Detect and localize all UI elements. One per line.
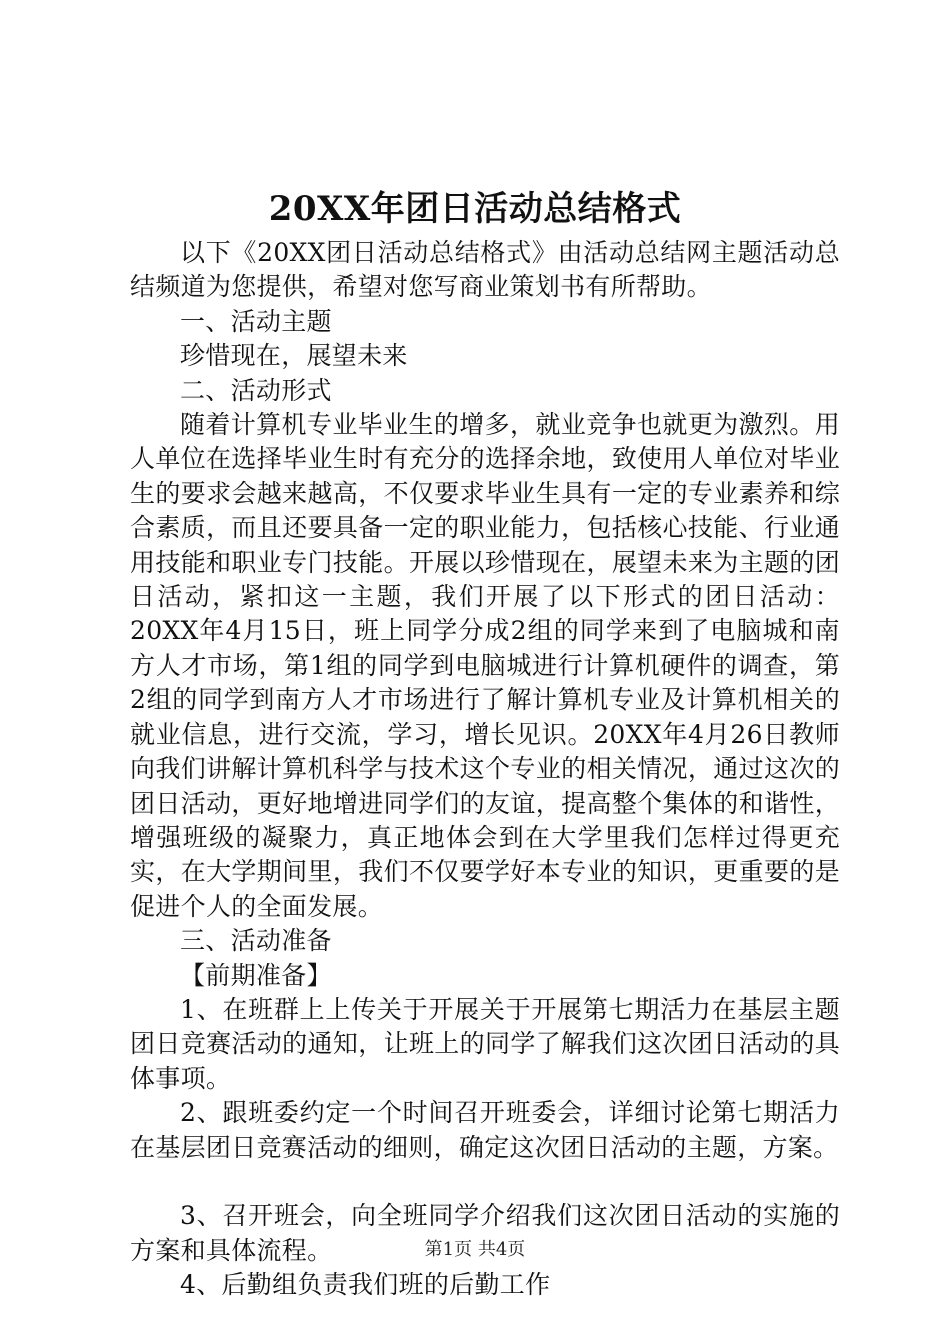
preparation-item-1: 1、在班群上上传关于开展关于开展第七期活力在基层主题团日竞赛活动的通知，让班上的同学了解我们这次团日活动的具体事项。 <box>130 994 840 1093</box>
subheading-early-preparation: 【前期准备】 <box>180 960 332 990</box>
preparation-item-3: 3、召开班会，向全班同学介绍我们这次团日活动的实施的方案和具体流程。 <box>130 1201 840 1265</box>
preparation-item-2: 2、跟班委约定一个时间召开班委会，详细讨论第七期活力在基层团日竞赛活动的细则，确定这次团日活动的主题，方案。 <box>130 1098 840 1162</box>
page-footer: 第1页 共4页 <box>424 1239 526 1260</box>
section-heading-form: 二、活动形式 <box>180 375 332 405</box>
document-title: 20XX年团日活动总结格式 <box>268 189 682 229</box>
section-heading-preparation: 三、活动准备 <box>180 926 332 956</box>
document-body <box>130 236 840 1303</box>
intro-paragraph: 以下《20XX团日活动总结格式》由活动总结网主题活动总结频道为您提供，希望对您写商业策划书有所帮助。 <box>130 238 840 302</box>
section-heading-theme: 一、活动主题 <box>180 306 332 336</box>
blank-line <box>130 1165 840 1199</box>
preparation-item-4: 4、后勤组负责我们班的后勤工作 <box>180 1270 551 1300</box>
theme-text: 珍惜现在，展望未来 <box>180 341 408 371</box>
form-paragraph: 随着计算机专业毕业生的增多，就业竞争也就更为激烈。用人单位在选择毕业生时有充分的选择余地，致使用人单位对毕业生的要求会越来越高，不仅要求毕业生具有一定的专业素养和综合素质，而且还要具备一定的职业能力，包括核心技能、行业通用技能和职业专门技能。开展以珍惜现在，展望未来为主题的团日活动，紧扣这一主题，我们开展了以下形式的团日活动：20XX年4月15日，班上同学分成2组的同学来到了电脑城和南方人才市场，第1组的同学到电脑城进行计算机硬件的调查，第2组的同学到南方人才市场进行了解计算机专业及计算机相关的就业信息，进行交流，学习，增长见识。20XX年4月26日教师向我们讲解计算机科学与技术这个专业的相关情况，通过这次的团日活动，更好地增进同学们的友谊，提高整个集体的和谐性，增强班级的凝聚力，真正地体会到在大学里我们怎样过得更充实，在大学期间里，我们不仅要学好本专业的知识，更重要的是促进个人的全面发展。 <box>130 410 840 921</box>
